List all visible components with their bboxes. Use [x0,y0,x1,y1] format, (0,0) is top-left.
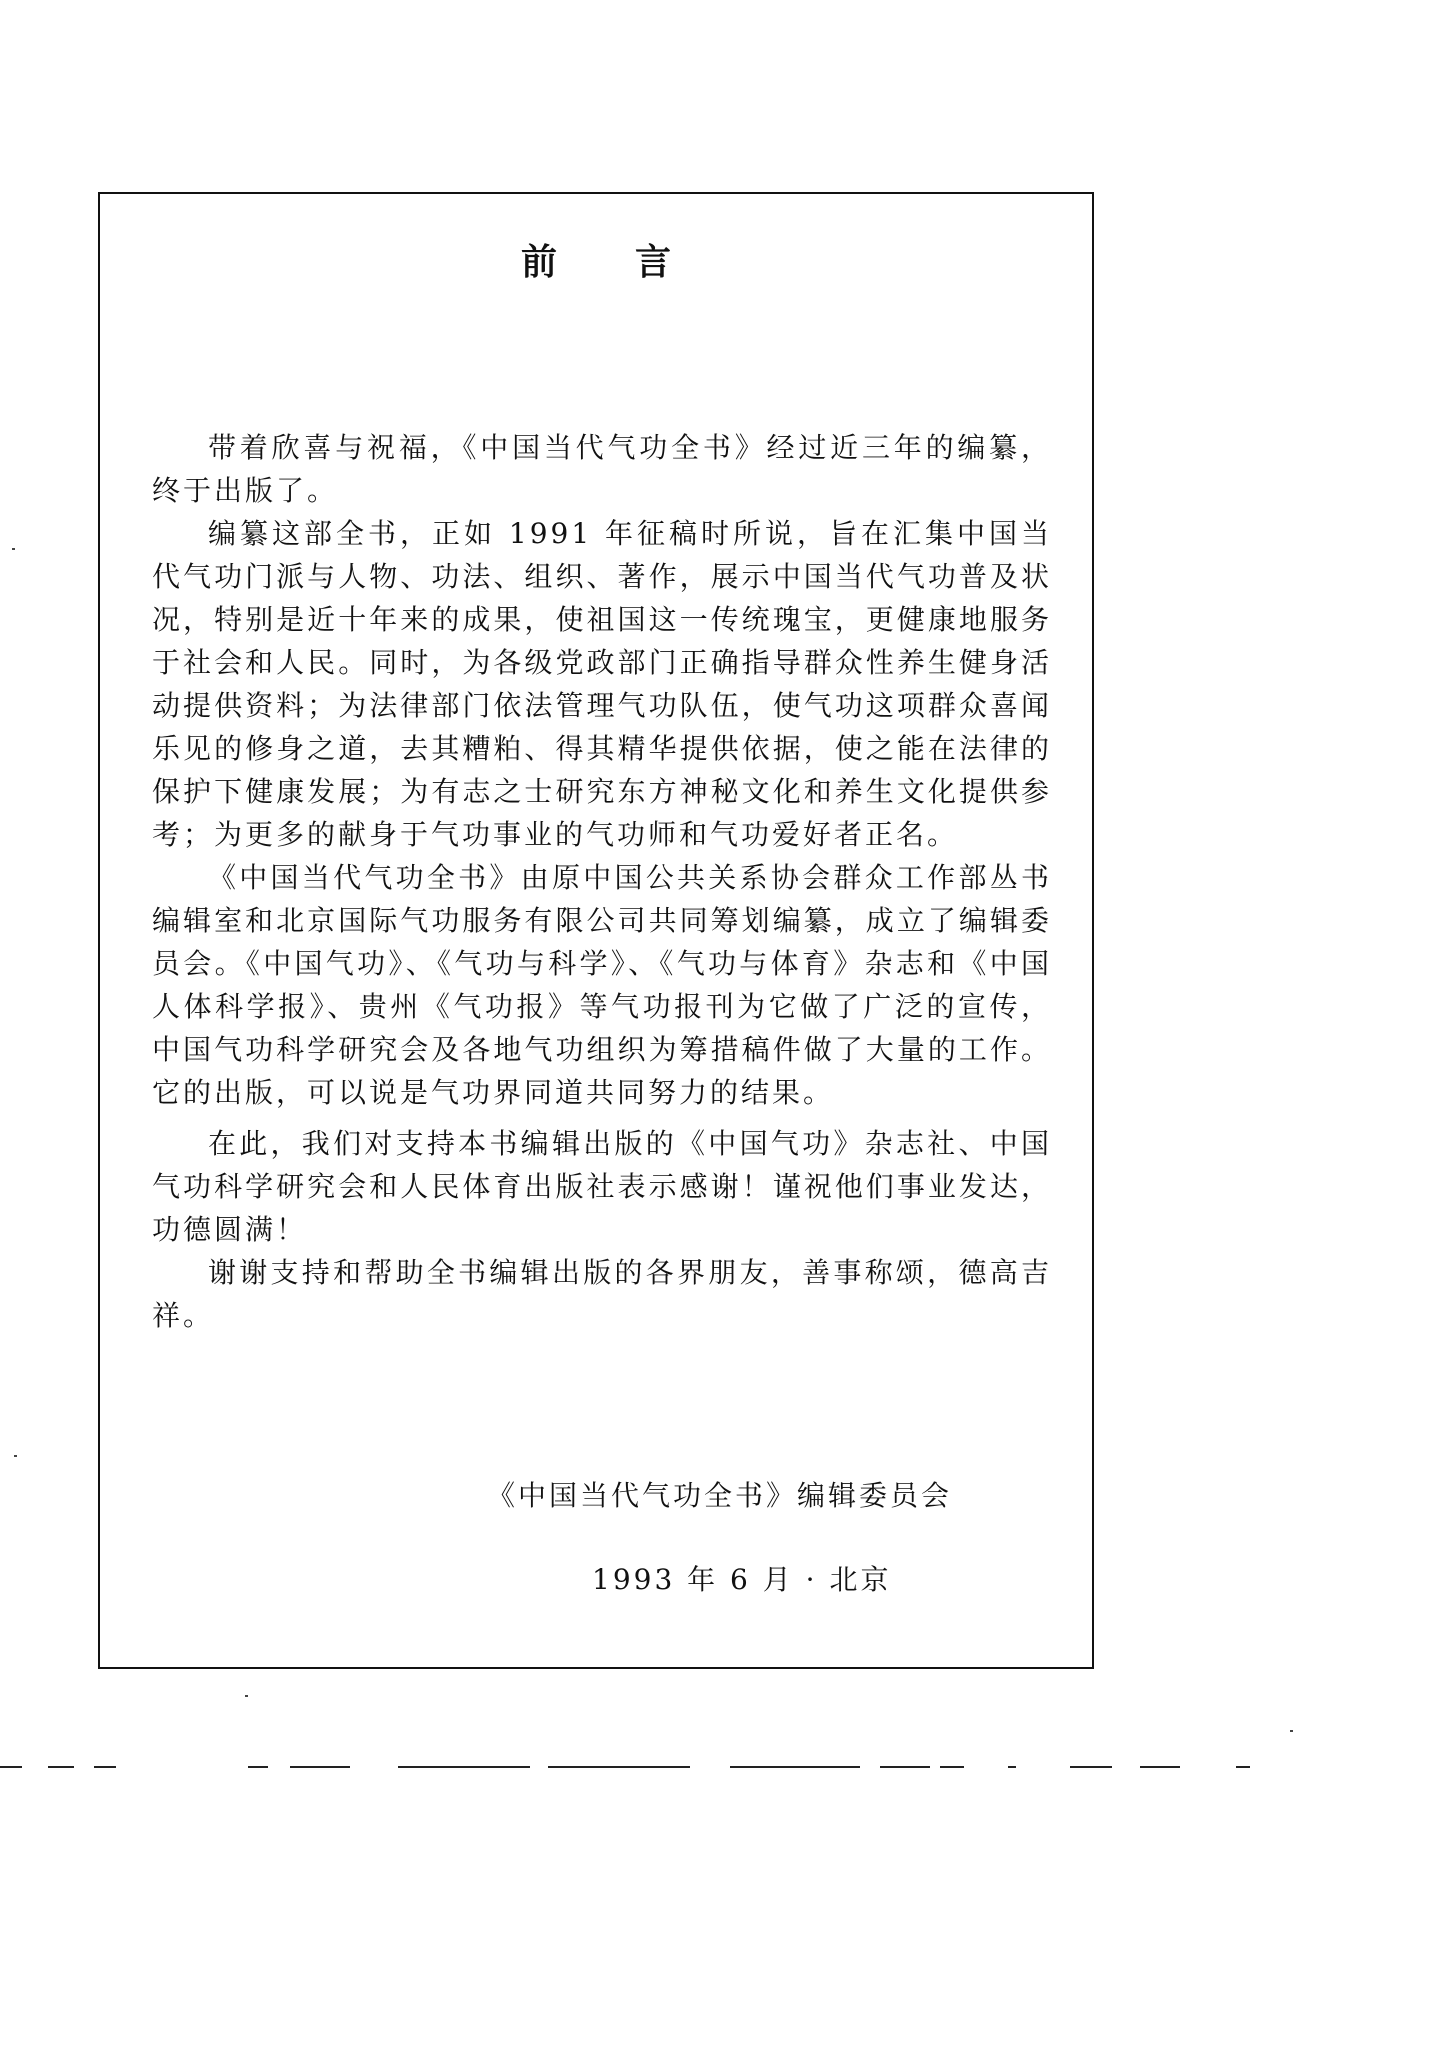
signature-committee: 《中国当代气功全书》编辑委员会 [487,1479,953,1512]
scan-dash [398,1766,530,1768]
scan-speck [12,548,15,550]
scan-dash [940,1766,964,1768]
scan-dash [730,1766,860,1768]
page-title: 前言 [520,242,749,283]
scan-dash [248,1766,268,1768]
scan-dash [1236,1766,1250,1768]
preface-frame [98,192,1094,1669]
paragraph-2: 编纂这部全书，正如 1991 年征稿时所说，旨在汇集中国当代气功门派与人物、功法、组织、著作，展示中国当代气功普及状况，特别是近十年来的成果，使祖国这一传统瑰宝，更健康地服务于社会和人民。同时，为各级党政部门正确指导群众性养生健身活动提供资料；为法律部门依法管理气功队伍，使气功这项群众喜闻乐见的修身之道，去其糟粕、得其精华提供依据，使之能在法律的保护下健康发展；为有志之士研究东方神秘文化和养生文化提供参考；为更多的献身于气功事业的气功师和气功爱好者正名。 [152,517,1052,851]
scan-dash [1070,1766,1112,1768]
scan-dash [94,1766,116,1768]
scan-dash [1008,1766,1016,1768]
scan-speck [245,1695,248,1697]
scan-speck [14,1455,17,1457]
scan-dash [48,1766,74,1768]
scan-dash [290,1766,350,1768]
preface-body [152,426,1052,1337]
scan-speck [1290,1730,1293,1732]
signature-date: 1993 年 6 月 · 北京 [592,1563,892,1596]
paragraph-1: 带着欣喜与祝福，《中国当代气功全书》经过近三年的编纂，终于出版了。 [152,431,1052,507]
paragraph-4: 在此，我们对支持本书编辑出版的《中国气功》杂志社、中国气功科学研究会和人民体育出版社表示感谢！谨祝他们事业发达，功德圆满！ [152,1127,1052,1246]
paragraph-5: 谢谢支持和帮助全书编辑出版的各界朋友，善事称颂，德高吉祥。 [152,1256,1052,1332]
scan-dash-line [0,1766,1430,1776]
paragraph-3: 《中国当代气功全书》由原中国公共关系协会群众工作部丛书编辑室和北京国际气功服务有限公司共同筹划编纂，成立了编辑委员会。《中国气功》、《气功与科学》、《气功与体育》杂志和《中国人体科学报》、贵州《气功报》等气功报刊为它做了广泛的宣传，中国气功科学研究会及各地气功组织为筹措稿件做了大量的工作。它的出版，可以说是气功界同道共同努力的结果。 [152,861,1052,1109]
scan-dash [0,1766,22,1768]
scan-dash [1140,1766,1180,1768]
scan-dash [880,1766,930,1768]
scan-dash [548,1766,690,1768]
